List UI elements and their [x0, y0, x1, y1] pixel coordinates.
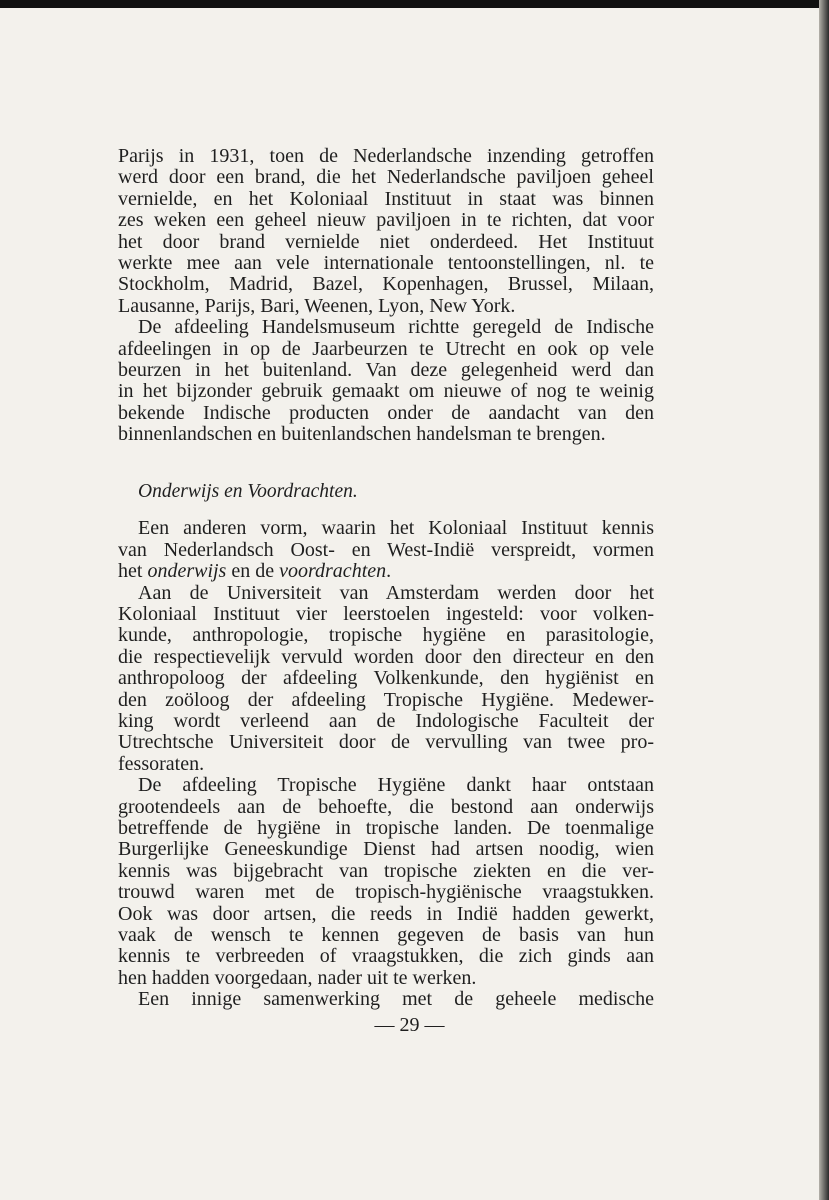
paragraph-samenwerking: [118, 989, 654, 1010]
text-line: zes weken een geheel nieuw paviljoen in te richten, dat voor: [118, 209, 654, 232]
scan-top-border: [0, 0, 829, 8]
paragraph-handelsmuseum: [118, 317, 654, 445]
text-line: Lausanne, Parijs, Bari, Weenen, Lyon, New York.: [118, 294, 516, 317]
text-line: bekende Indische producten onder de aandacht van den: [118, 401, 654, 424]
text-line: trouwd waren met de tropisch-hygiënische vraagstukken.: [118, 881, 654, 904]
text-line: van Nederlandsch Oost- en West-Indië verspreidt, vormen: [118, 538, 654, 561]
text-line: Koloniaal Instituut vier leerstoelen ingesteld: voor volken-: [118, 603, 654, 626]
text-line: werd door een brand, die het Nederlandsche paviljoen geheel: [118, 166, 654, 189]
italic-term-onderwijs: onderwijs: [147, 560, 227, 583]
text-line: De afdeeling Handelsmuseum richtte geregeld de Indische: [138, 316, 654, 339]
text-line: kunde, anthropologie, tropische hygiëne en parasitologie,: [118, 624, 654, 647]
italic-term-voordrachten: voordrachten: [279, 560, 387, 583]
paragraph-onderwijs-intro: [118, 518, 654, 582]
text-line: beurzen in het buitenland. Van deze gelegenheid werd dan: [118, 358, 654, 381]
text-fragment: .: [386, 560, 392, 583]
text-line: binnenlandschen en buitenlandschen handelsman te brengen.: [118, 423, 606, 446]
text-line: kennis was bijgebracht van tropische ziekten en die ver-: [118, 859, 654, 882]
text-line: fessoraten.: [118, 752, 205, 775]
text-line: [118, 561, 654, 582]
section-heading: Onderwijs en Voordrachten.: [138, 481, 358, 503]
text-line: Ook was door artsen, die reeds in Indië hadden gewerkt,: [118, 902, 654, 925]
paragraph-universiteit: [118, 583, 654, 776]
text-line: in het bijzonder gebruik gemaakt om nieuwe of nog te weinig: [118, 380, 654, 403]
text-line: vernielde, en het Koloniaal Instituut in staat was binnen: [118, 187, 654, 210]
text-line: hen hadden voorgedaan, nader uit te werken.: [118, 966, 477, 989]
text-line: werkte mee aan vele internationale tentoonstellingen, nl. te: [118, 251, 654, 274]
page-number: — 29 —: [374, 1014, 445, 1036]
text-line: grootendeels aan de behoefte, die bestond aan onderwijs: [118, 795, 654, 818]
paragraph-exhibitions: [118, 146, 654, 317]
text-line: De afdeeling Tropische Hygiëne dankt haar ontstaan: [138, 774, 654, 797]
page-body: [118, 146, 654, 1010]
text-line: betreffende de hygiëne in tropische landen. De toenmalige: [118, 816, 654, 839]
text-line: Aan de Universiteit van Amsterdam werden door het: [138, 581, 654, 604]
text-line: king wordt verleend aan de Indologische Faculteit der: [118, 709, 654, 732]
text-line: den zoöloog der afdeeling Tropische Hygiëne. Medewer-: [118, 688, 654, 711]
text-line: Parijs in 1931, toen de Nederlandsche inzending getroffen: [118, 145, 654, 167]
text-line: Stockholm, Madrid, Bazel, Kopenhagen, Brussel, Milaan,: [118, 273, 654, 296]
text-fragment: het: [118, 560, 148, 583]
paragraph-tropische-hygiene: [118, 775, 654, 989]
text-line: die respectievelijk vervuld worden door den directeur en den: [118, 645, 654, 668]
scan-right-edge: [819, 0, 829, 1200]
text-line: het door brand vernielde niet onderdeed. Het Instituut: [118, 230, 654, 253]
text-fragment: en de: [226, 560, 280, 583]
text-line: Utrechtsche Universiteit door de vervulling van twee pro-: [118, 731, 654, 754]
text-line: Een anderen vorm, waarin het Koloniaal Instituut kennis: [138, 517, 654, 540]
text-line: kennis te verbreeden of vraagstukken, die zich ginds aan: [118, 945, 654, 968]
text-line: Burgerlijke Geneeskundige Dienst had artsen noodig, wien: [118, 838, 654, 861]
text-line: anthropoloog der afdeeling Volkenkunde, den hygiënist en: [118, 667, 654, 690]
text-line: vaak de wensch te kennen gegeven de basis van hun: [118, 923, 654, 946]
text-line: afdeelingen in op de Jaarbeurzen te Utrecht en ook op vele: [118, 337, 654, 360]
text-line: Een innige samenwerking met de geheele medische: [138, 988, 654, 1011]
